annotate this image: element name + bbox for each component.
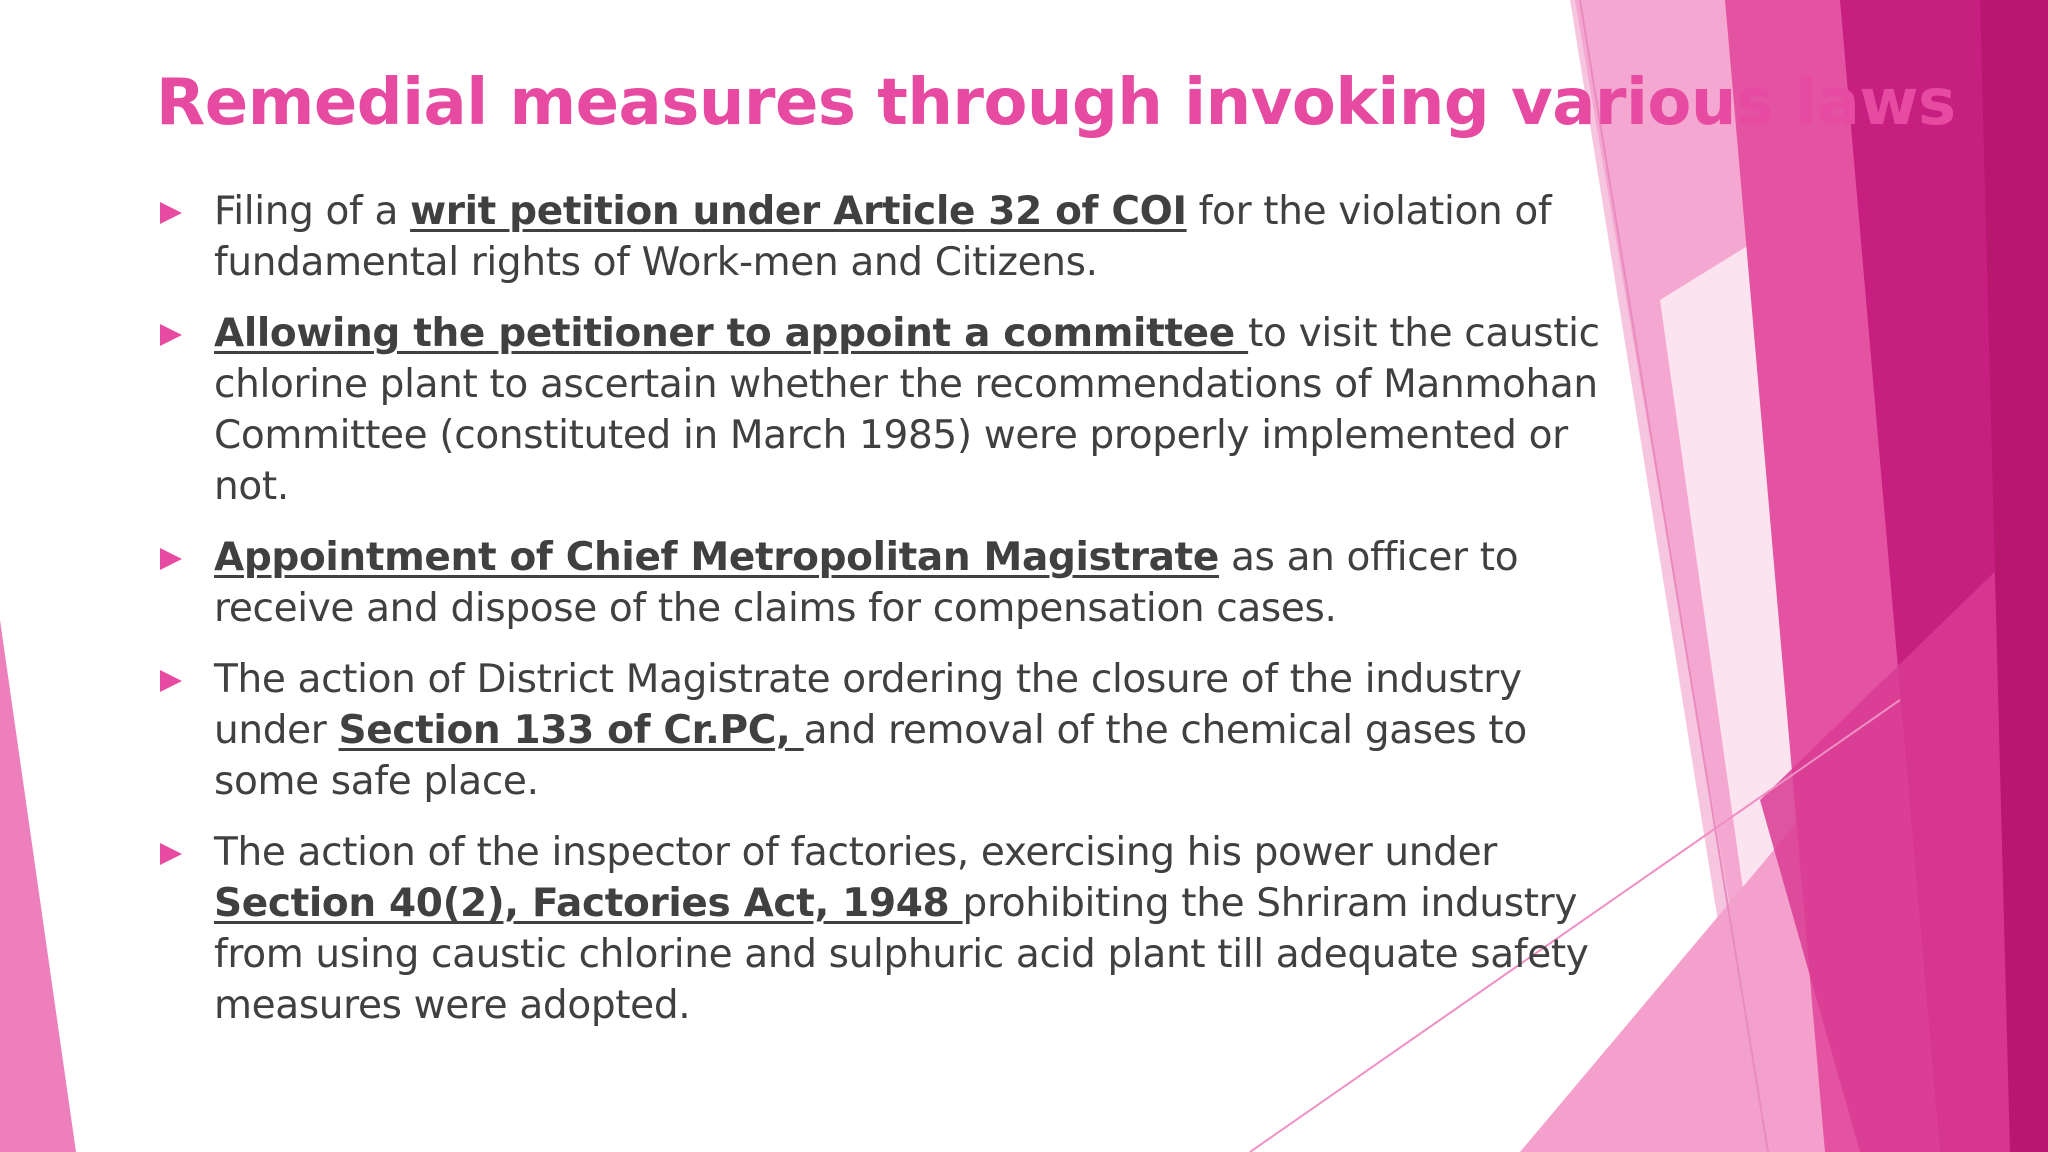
bullet-list (150, 186, 1620, 1051)
bullet-text: to visit the caustic chlorine plant to ascertain whether the recommendations of Manmohan Committee (constituted in March 1985) were properly implemented or not. (214, 311, 1600, 509)
triangle-bullet-icon (160, 843, 182, 865)
bullet-emphasis: Appointment of Chief Metropolitan Magistrate (214, 535, 1219, 580)
triangle-bullet-icon (160, 202, 182, 224)
bullet-text: and removal of the chemical gases to some safe place. (214, 708, 1527, 804)
bullet-item (150, 308, 1620, 512)
bullet-emphasis: Section 133 of Cr.PC, (338, 708, 804, 753)
left-accent-shape (0, 620, 76, 1152)
triangle-bullet-icon (160, 670, 182, 692)
bullet-emphasis: Section 40(2), Factories Act, 1948 (214, 881, 963, 926)
bullet-item (150, 186, 1620, 288)
bullet-item (150, 532, 1620, 634)
bullet-emphasis: Allowing the petitioner to appoint a committee (214, 311, 1249, 356)
slide-title: Remedial measures through invoking various laws (156, 66, 1956, 140)
bullet-emphasis: writ petition under Article 32 of COI (410, 189, 1187, 234)
bullet-text: prohibiting the Shriram industry from using caustic chlorine and sulphuric acid plant till adequate safety measures were adopted. (214, 881, 1589, 1028)
bullet-text: as an officer to receive and dispose of the claims for compensation cases. (214, 535, 1519, 631)
bullet-text: Filing of a (214, 189, 411, 234)
bullet-text: The action of the inspector of factories, exercising his power under (214, 830, 1497, 875)
bullet-item (150, 827, 1620, 1031)
bullet-text: The action of District Magistrate ordering the closure of the industry under (214, 657, 1522, 753)
triangle-bullet-icon (160, 548, 182, 570)
bullet-item (150, 654, 1620, 807)
bullet-text: for the violation of fundamental rights of Work-men and Citizens. (214, 189, 1552, 285)
triangle-bullet-icon (160, 324, 182, 346)
